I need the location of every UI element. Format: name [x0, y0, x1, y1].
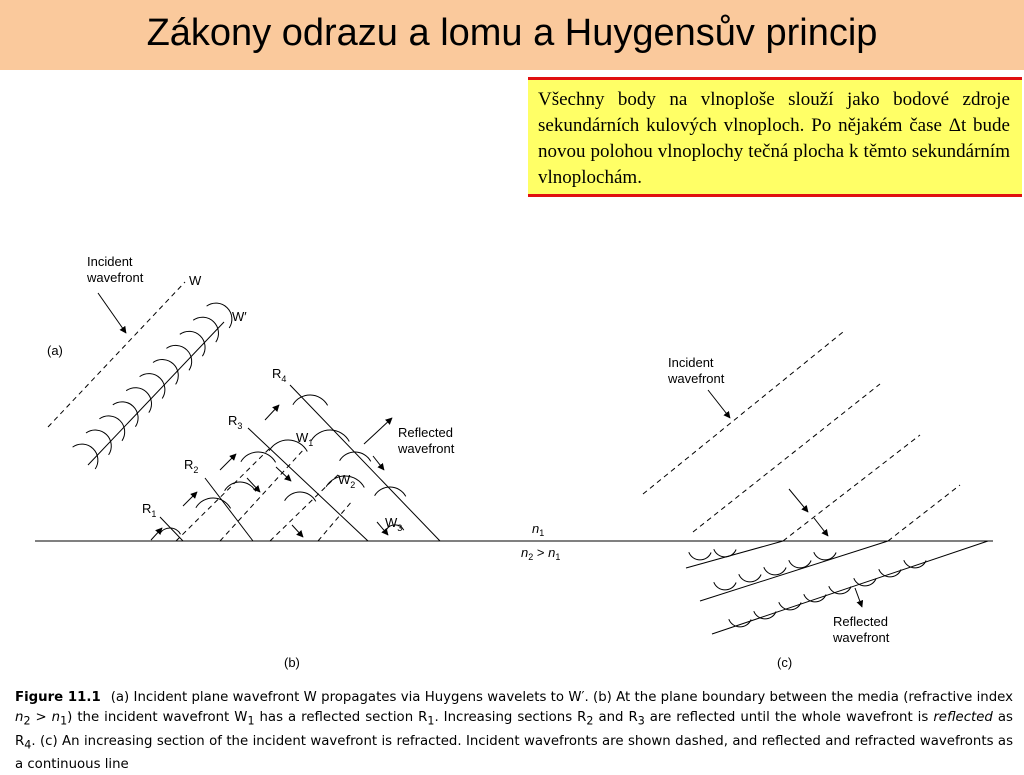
huygens-wavelets-a: [73, 303, 232, 469]
arrow-down-4: [373, 456, 384, 470]
panel-a: [47, 254, 247, 469]
label-incident-a-1: Incident: [87, 254, 133, 269]
wavelet-a: [113, 402, 138, 427]
caption-w1-sub: 1: [247, 714, 255, 728]
label-incident-c-1: Incident: [668, 355, 714, 370]
wavelet-b: [196, 498, 231, 508]
label-w2: $W_2$: [338, 472, 356, 490]
caption-text-6: as R: [15, 710, 1013, 749]
arrow-reflected-b: [364, 418, 392, 444]
wavelet-c: [829, 586, 851, 594]
arrow-down-2: [276, 467, 291, 481]
wavelet-c: [714, 549, 736, 557]
caption-n2: n: [15, 710, 24, 725]
arrow-incident-c-3: [814, 518, 828, 536]
arrow-incident-c-2: [789, 489, 808, 512]
wavelet-b: [160, 528, 181, 534]
panel-b: [142, 366, 455, 670]
wavelet-b: [293, 395, 328, 405]
caption-text-1: (a) Incident plane wavefront W propagates via Huygens wavelets to W′. (b) At the plane boundary between the media (refractive index: [110, 690, 1013, 705]
huygens-wavelets-c: [689, 549, 926, 627]
figure-caption: [15, 688, 1013, 775]
label-incident-c-2: wavefront: [668, 371, 725, 386]
label-n2-gt-n1: $n_2 > n_1$: [521, 545, 561, 562]
reflected-front-c-2: [700, 541, 888, 601]
incident-front-c-4: [888, 485, 960, 541]
huygens-note-text: Všechny body na vlnoploše slouží jako bodové zdroje sekundárních kulových vlnoploch. Po nějakém čase Δt bude novou polohou vlnoplochy tečná plocha k těmto sekundárním vlnoplochám.: [538, 89, 1010, 188]
arrow-r3: [220, 454, 236, 470]
wavelet-a: [207, 303, 232, 328]
arrow-down-3: [292, 525, 303, 537]
arrow-r1: [151, 528, 162, 540]
reflected-front-r4: [290, 385, 440, 541]
caption-text-7: . (c) An increasing section of the incident wavefront is refracted. Incident wavefronts are shown dashed, and reflected and refracted wavefronts as a continuous line: [15, 733, 1013, 773]
wavelet-a: [73, 444, 98, 469]
caption-gt: >: [30, 710, 52, 725]
arrow-r4: [265, 405, 279, 420]
reflected-front-c-1: [686, 541, 783, 568]
arrow-incident-c: [708, 390, 730, 418]
caption-text-2: ) the incident wavefront W: [67, 710, 248, 725]
label-reflected-c-1: Reflected: [833, 614, 888, 629]
reflected-front-r1: [160, 517, 183, 541]
caption-text-and: and R: [593, 710, 638, 725]
label-reflected-b-1: Reflected: [398, 425, 453, 440]
wavelet-c: [739, 574, 761, 582]
wavelet-b: [285, 492, 316, 501]
arrow-down-1: [247, 478, 260, 492]
incident-front-b-3: [270, 473, 340, 541]
wavelet-a: [153, 360, 178, 385]
caption-text-4: . Increasing sections R: [434, 710, 587, 725]
caption-n1: n: [51, 710, 61, 725]
label-panel-c: (c): [777, 655, 793, 670]
caption-r4-sub: 4: [24, 738, 32, 752]
wavelet-b: [225, 482, 256, 491]
wavelet-a: [99, 416, 124, 441]
label-w-prime: W′: [232, 309, 247, 324]
caption-r3-sub: 3: [637, 714, 645, 728]
label-r1: $R_1$: [142, 501, 157, 519]
label-w1: $W_1$: [296, 430, 314, 448]
caption-r1-sub: 1: [427, 714, 435, 728]
wavelet-c: [779, 602, 801, 610]
label-n1: $n_1$: [532, 521, 545, 538]
wavefront-w-prime-line: [88, 322, 224, 465]
label-panel-a: (a): [47, 343, 63, 358]
label-w3: $W_3$: [385, 515, 403, 533]
caption-text-5: are reflected until the whole wavefront is: [644, 710, 934, 725]
wavelet-a: [166, 345, 191, 370]
label-r3: $R_3$: [228, 413, 243, 431]
figure-label: Figure 11.1: [15, 690, 101, 705]
wavelet-b: [241, 452, 276, 462]
arrow-r2: [183, 492, 197, 506]
wavelet-c: [764, 567, 786, 575]
wavelet-a: [86, 430, 111, 455]
label-reflected-c-2: wavefront: [833, 630, 890, 645]
wavelet-c: [754, 611, 776, 619]
caption-r2-sub: 2: [586, 714, 594, 728]
arrow-incident-a: [98, 293, 126, 333]
label-r4: $R_4$: [272, 366, 287, 384]
arrow-reflected-c: [855, 588, 862, 607]
wavelet-b: [311, 430, 349, 441]
wavelet-c: [804, 594, 826, 602]
incident-front-b-2: [220, 448, 305, 541]
label-w: W: [189, 273, 202, 288]
wavelet-c: [904, 560, 926, 568]
label-panel-b: (b): [284, 655, 300, 670]
wavelet-c: [879, 569, 901, 577]
incident-front-b-4: [318, 500, 353, 541]
panel-c: [643, 332, 988, 670]
wavelet-c: [714, 582, 736, 590]
incident-front-c-3: [783, 435, 920, 541]
wavelet-a: [126, 388, 151, 413]
caption-reflected-italic: reflected: [933, 710, 993, 725]
label-reflected-b-2: wavefront: [398, 441, 455, 456]
wavelet-a: [140, 374, 165, 399]
slide-title: Zákony odrazu a lomu a Huygensův princip: [146, 12, 878, 54]
wavelet-a: [180, 331, 205, 356]
label-incident-a-2: wavefront: [87, 270, 144, 285]
wavelet-c: [729, 619, 751, 627]
caption-n1-sub: 1: [60, 714, 68, 728]
wavelet-a: [193, 317, 218, 342]
wavelet-c: [689, 552, 711, 560]
label-r2: $R_2$: [184, 457, 199, 475]
caption-text-3: has a reflected section R: [254, 710, 428, 725]
wavelet-b: [375, 487, 406, 496]
incident-wavefront-w-line: [48, 282, 185, 427]
caption-n2-sub: 2: [23, 714, 31, 728]
